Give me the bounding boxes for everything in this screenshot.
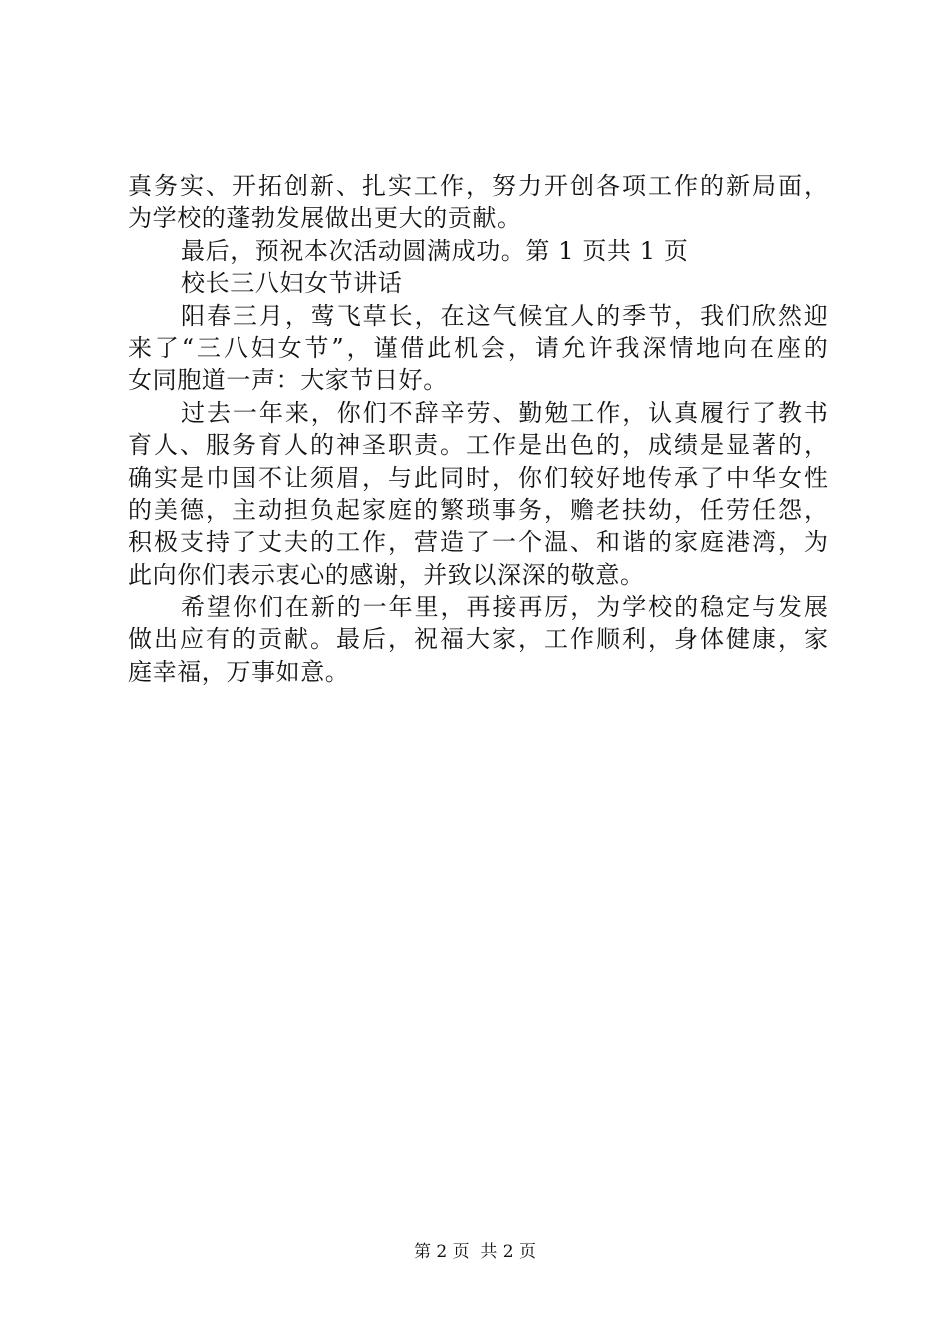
text-line: 阳 春 三 月 ， 莺 飞 草 长 ， 在 这 气 候 宜 人 的 季 节 ， 我 们 欣 然 迎 — [181, 301, 828, 330]
document-body — [128, 170, 828, 688]
text-line: 过 去 一 年 来 ， 你 们 不 辞 辛 劳 、 勤 勉 工 作 ， 认 真 履 行 了 教 书 — [181, 398, 828, 427]
text-line: 来 了 “ 三 八 妇 女 节 ” ， 谨 借 此 机 会 ， 请 允 许 我 深 情 地 向 在 座 的 — [128, 333, 828, 362]
text-line: 积 极 支 持 了 丈 夫 的 工 作 ， 营 造 了 一 个 温 、 和 谐 的 家 庭 港 湾 ， 为 — [128, 528, 828, 557]
text-line: 育 人 、 服 务 育 人 的 神 圣 职 责 。 工 作 是 出 色 的 ， 成 绩 是 显 著 的 ， — [128, 431, 828, 460]
text-line: 希 望 你 们 在 新 的 一 年 里 ， 再 接 再 厉 ， 为 学 校 的 稳 定 与 发 展 — [181, 593, 828, 622]
text-line: 真 务 实 、 开 拓 创 新 、 扎 实 工 作 ， 努 力 开 创 各 项 工 作 的 新 局 面 ， — [128, 172, 828, 200]
text-line: 的 美 德 ， 主 动 担 负 起 家 庭 的 繁 琐 事 务 ， 赡 老 扶 幼 ， 任 劳 任 怨 ， — [128, 495, 828, 524]
text-line: 女同胞道一声：大家节日好。 — [128, 366, 448, 395]
text-line: 做 出 应 有 的 贡 献 。 最 后 ， 祝 福 大 家 ， 工 作 顺 利 ， 身 体 健 康 ， 家 — [128, 625, 828, 654]
text-line: 此向你们表示衷心的感谢，并致以深深的敬意。 — [128, 560, 645, 589]
text-line: 确 实 是 巾 国 不 让 须 眉 ， 与 此 同 时 ， 你 们 较 好 地 传 承 了 中 华 女 性 — [128, 463, 828, 492]
page-footer: 第 2 页 共 2 页 — [413, 1242, 537, 1262]
text-line: 最后，预祝本次活动圆满成功。第 1 页共 1 页 — [181, 236, 689, 265]
text-line: 庭幸福，万事如意。 — [128, 657, 350, 686]
text-line: 为学校的蓬勃发展做出更大的贡献。 — [128, 204, 522, 233]
section-heading: 校长三八妇女节讲话 — [181, 269, 403, 298]
